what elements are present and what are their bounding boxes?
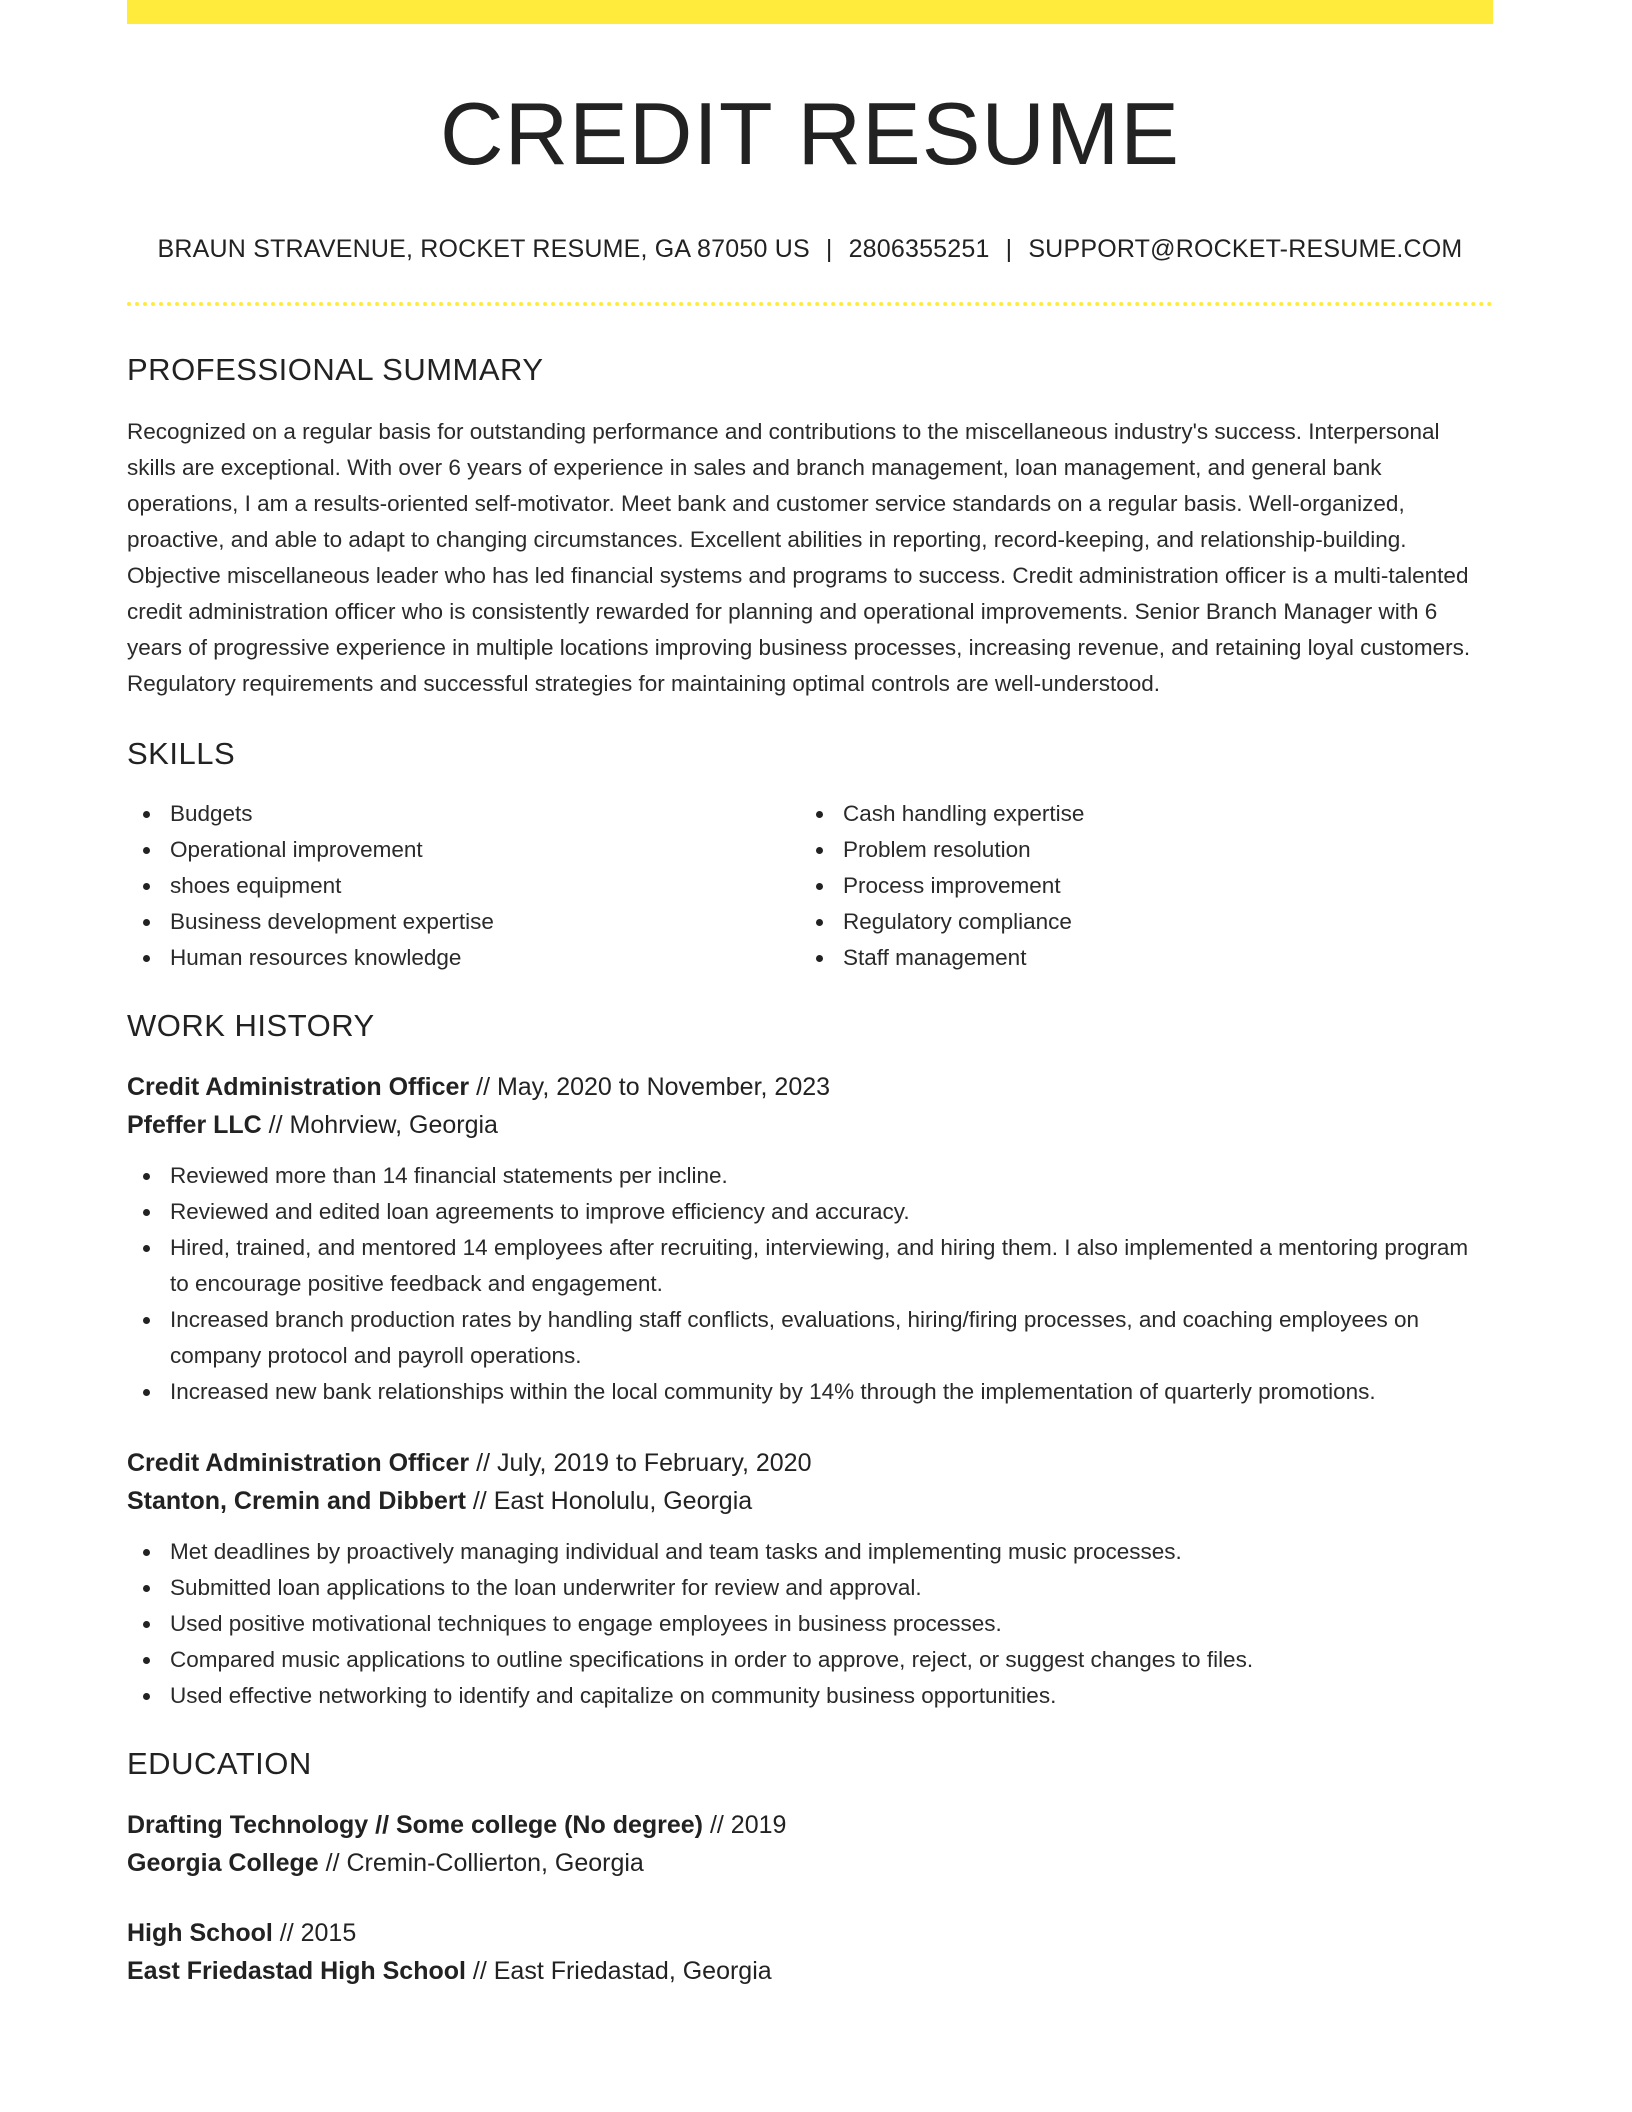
skills-column-left <box>127 796 800 976</box>
contact-address: BRAUN STRAVENUE, ROCKET RESUME, GA 87050 US <box>157 234 810 263</box>
job-dates: // May, 2020 to November, 2023 <box>469 1072 831 1101</box>
skill-item: Human resources knowledge <box>127 940 800 976</box>
skills-column-right <box>800 796 1473 976</box>
skill-item: Regulatory compliance <box>800 904 1473 940</box>
work-section <box>127 1008 1493 1714</box>
skill-item: Process improvement <box>800 868 1473 904</box>
dotted-divider <box>127 302 1493 306</box>
skill-item: Cash handling expertise <box>800 796 1473 832</box>
summary-heading: PROFESSIONAL SUMMARY <box>127 351 544 387</box>
education-degree: Drafting Technology // Some college (No degree) <box>127 1810 704 1839</box>
job-bullets <box>127 1534 1493 1714</box>
education-location: // East Friedastad, Georgia <box>465 1956 772 1985</box>
job-title: Credit Administration Officer <box>127 1448 470 1477</box>
contact-separator: | <box>1005 234 1013 263</box>
education-degree: High School <box>127 1918 273 1947</box>
job-location: // Mohrview, Georgia <box>261 1110 498 1139</box>
education-school-line <box>127 1844 1493 1882</box>
job-location: // East Honolulu, Georgia <box>465 1486 753 1515</box>
job-org-line <box>127 1482 1493 1520</box>
skill-item: shoes equipment <box>127 868 800 904</box>
education-year: // 2019 <box>703 1810 787 1839</box>
contact-phone: 2806355251 <box>848 234 990 263</box>
job-org-line <box>127 1106 1493 1144</box>
job-bullet: Compared music applications to outline specifications in order to approve, reject, or suggest changes to files. <box>127 1642 1493 1678</box>
contact-email[interactable]: SUPPORT@ROCKET-RESUME.COM <box>1028 234 1463 263</box>
job-bullet: Increased branch production rates by handling staff conflicts, evaluations, hiring/firing processes, and coaching employees on company protocol and payroll operations. <box>127 1302 1493 1374</box>
job-bullet: Used positive motivational techniques to engage employees in business processes. <box>127 1606 1493 1642</box>
skill-item: Budgets <box>127 796 800 832</box>
skills-heading: SKILLS <box>127 735 236 771</box>
job-entry <box>127 1444 1493 1714</box>
job-company: Stanton, Cremin and Dibbert <box>127 1486 466 1515</box>
skill-item: Operational improvement <box>127 832 800 868</box>
job-entry <box>127 1068 1493 1410</box>
job-bullet: Submitted loan applications to the loan underwriter for review and approval. <box>127 1570 1493 1606</box>
education-section <box>127 1746 1493 1990</box>
education-heading: EDUCATION <box>127 1745 312 1781</box>
job-bullet: Used effective networking to identify and capitalize on community business opportunities. <box>127 1678 1493 1714</box>
education-school: Georgia College <box>127 1848 319 1877</box>
resume-page <box>127 0 1493 1990</box>
contact-line <box>127 235 1493 264</box>
skill-item: Business development expertise <box>127 904 800 940</box>
education-school-line <box>127 1952 1493 1990</box>
skills-section <box>127 736 1493 976</box>
job-company: Pfeffer LLC <box>127 1110 262 1139</box>
job-bullet: Reviewed more than 14 financial statements per incline. <box>127 1158 1493 1194</box>
job-title-line <box>127 1068 1493 1106</box>
summary-text: Recognized on a regular basis for outstanding performance and contributions to the miscellaneous industry's success. Interpersonal skills are exceptional. With over 6 years of experience in sales and branch management, loan management, and general bank operations, I am a results-oriented self-motivator. Meet bank and customer service standards on a regular basis. Well-organized, proactive, and able to adapt to changing circumstances. Excellent abilities in reporting, record-keeping, and relationship-building. Objective miscellaneous leader who has led financial systems and programs to success. Credit administration officer is a multi-talented credit administration officer who is consistently rewarded for planning and operational improvements. Senior Branch Manager with 6 years of progressive experience in multiple locations improving business processes, increasing revenue, and retaining loyal customers. Regulatory requirements and successful strategies for maintaining optimal controls are well-understood. <box>127 418 1471 696</box>
skill-item: Staff management <box>800 940 1473 976</box>
education-degree-line <box>127 1806 1493 1844</box>
contact-separator: | <box>825 234 833 263</box>
work-heading: WORK HISTORY <box>127 1007 375 1043</box>
job-title: Credit Administration Officer <box>127 1072 470 1101</box>
job-bullet: Hired, trained, and mentored 14 employees after recruiting, interviewing, and hiring them. I also implemented a mentoring program to encourage positive feedback and engagement. <box>127 1230 1493 1302</box>
job-bullet: Met deadlines by proactively managing individual and team tasks and implementing music processes. <box>127 1534 1493 1570</box>
skills-list <box>127 796 1493 976</box>
job-title-line <box>127 1444 1493 1482</box>
job-dates: // July, 2019 to February, 2020 <box>469 1448 812 1477</box>
job-bullets <box>127 1158 1493 1410</box>
top-accent-bar <box>127 0 1493 24</box>
summary-section <box>127 352 1493 702</box>
job-bullet: Increased new bank relationships within the local community by 14% through the implementation of quarterly promotions. <box>127 1374 1493 1410</box>
education-entry <box>127 1806 1493 1882</box>
education-entry <box>127 1914 1493 1990</box>
resume-title: CREDIT RESUME <box>440 84 1180 183</box>
education-school: East Friedastad High School <box>127 1956 466 1985</box>
job-bullet: Reviewed and edited loan agreements to improve efficiency and accuracy. <box>127 1194 1493 1230</box>
education-location: // Cremin-Collierton, Georgia <box>318 1848 644 1877</box>
skill-item: Problem resolution <box>800 832 1473 868</box>
education-degree-line <box>127 1914 1493 1952</box>
education-year: // 2015 <box>272 1918 357 1947</box>
